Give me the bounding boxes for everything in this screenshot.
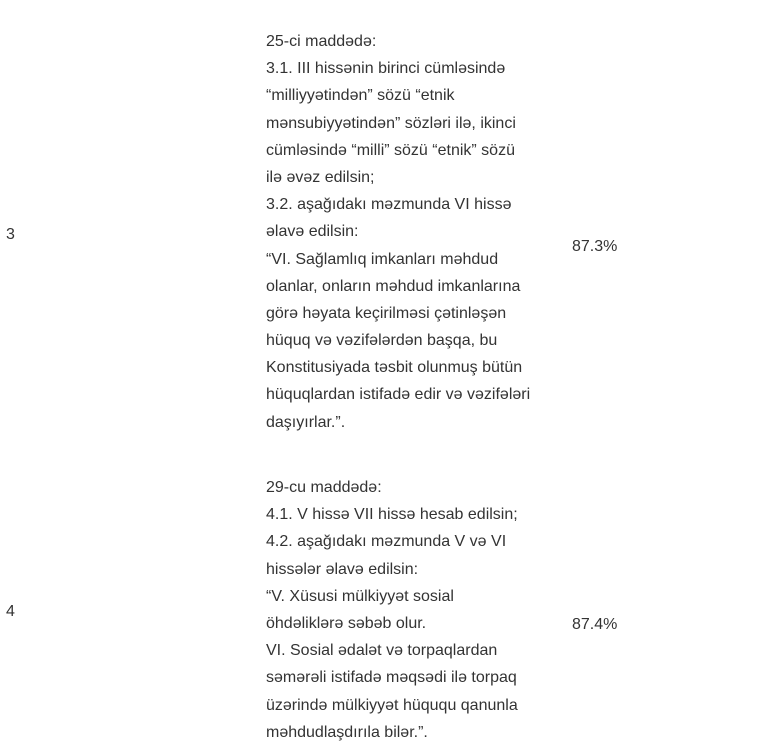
row-number: 4 — [6, 603, 15, 620]
amendment-text — [266, 474, 566, 746]
text-line: Konstitusiyada təsbit olunmuş bütün — [266, 359, 523, 377]
amendment-text — [266, 28, 566, 436]
text-line: 3.2. aşağıdakı məzmunda VI hissə — [266, 196, 512, 214]
text-line: ilə əvəz edilsin; — [266, 168, 375, 186]
text-line: görə həyata keçirilməsi çətinləşən — [266, 304, 507, 322]
text-line: 4.2. aşağıdakı məzmunda V və VI — [266, 533, 507, 551]
text-line: 25-ci maddədə: — [266, 33, 377, 50]
vote-percentage: 87.4% — [572, 616, 618, 633]
text-line: hissələr əlavə edilsin: — [266, 560, 419, 578]
text-line: 4.1. V hissə VII hissə hesab edilsin; — [266, 506, 518, 524]
text-line: üzərində mülkiyyət hüququ qanunla — [266, 696, 518, 714]
text-line: olanlar, onların məhdud imkanlarına — [266, 277, 521, 295]
text-line: hüquqlardan istifadə edir və vəzifələri — [266, 386, 531, 404]
text-line: VI. Sosial ədalət və torpaqlardan — [266, 642, 498, 660]
text-line: cümləsində “milli” sözü “etnik” sözü — [266, 141, 515, 159]
text-line: öhdəliklərə səbəb olur. — [266, 614, 427, 632]
text-line: hüquq və vəzifələrdən başqa, bu — [266, 332, 498, 350]
text-line: “VI. Sağlamlıq imkanları məhdud — [266, 250, 499, 268]
row-number: 3 — [6, 226, 15, 243]
text-line: səmərəli istifadə məqsədi ilə torpaq — [266, 669, 517, 687]
text-line: “milliyyətindən” sözü “etnik — [266, 87, 455, 105]
text-line: 3.1. III hissənin birinci cümləsində — [266, 60, 506, 78]
text-line: 29-cu maddədə: — [266, 479, 382, 496]
text-line: əlavə edilsin: — [266, 223, 359, 241]
text-line: daşıyırlar.”. — [266, 413, 346, 431]
text-line: “V. Xüsusi mülkiyyət sosial — [266, 587, 454, 605]
text-line: mənsubiyyətindən” sözləri ilə, ikinci — [266, 114, 516, 132]
text-line: məhdudlaşdırıla bilər.”. — [266, 723, 428, 741]
vote-percentage: 87.3% — [572, 238, 618, 255]
